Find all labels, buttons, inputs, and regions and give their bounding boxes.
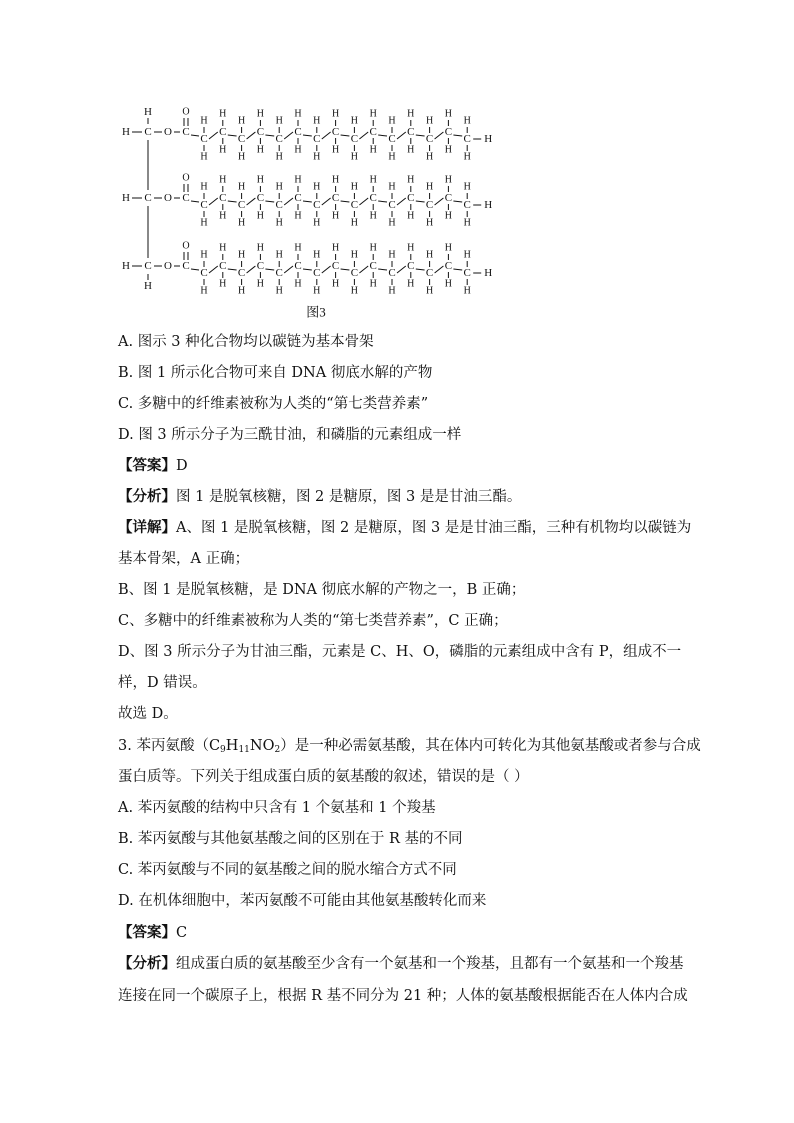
atom-h: H	[444, 242, 453, 254]
atom-o: O	[182, 172, 190, 184]
atom-c: C	[425, 199, 434, 211]
atom-h: H	[275, 151, 283, 163]
atom-c: C	[369, 260, 377, 272]
atom-h: H	[237, 181, 246, 193]
atom-h: H	[369, 242, 377, 254]
atom-c: C	[313, 199, 321, 211]
atom-h: H	[425, 115, 434, 127]
bond	[265, 269, 274, 270]
atom-h: H	[407, 174, 415, 186]
atom-h: H	[331, 144, 340, 156]
q3-h: H	[225, 738, 239, 754]
atom-h: H	[237, 217, 246, 229]
atom-h: H	[219, 210, 227, 222]
atom-h: H	[407, 278, 415, 290]
atom-c: C	[463, 133, 471, 145]
bond	[341, 135, 350, 136]
atom-h: H	[313, 217, 321, 229]
q2-answer-value: D	[176, 458, 188, 474]
atom-o: O	[182, 106, 190, 118]
q2-option-c: C. 多糖中的纤维素被称为人类的“第七类营养素”	[118, 396, 429, 412]
atom-c: C	[369, 192, 377, 204]
bond	[247, 266, 256, 273]
atom-c: C	[388, 133, 396, 145]
q2-answer-label: 【答案】	[118, 457, 176, 474]
atom-c: C	[444, 126, 453, 138]
bond	[322, 266, 331, 273]
atom-h: H	[425, 217, 434, 229]
q2-detail-line-5: D、图 3 所示分子为甘油三酯，元素是 C、H、O，磷脂的元素组成中含有 P，组成不一	[118, 644, 682, 660]
q2-detail-line-1	[118, 518, 691, 538]
atom-h: H	[294, 174, 302, 186]
bond	[453, 201, 462, 202]
atom-h: H	[444, 174, 453, 186]
q3-analysis-line-2: 连接在同一个碳原子上，根据 R 基不同分为 21 种；人体的氨基酸根据能否在人体内合成	[118, 988, 688, 1004]
bond	[247, 198, 256, 205]
atom-h: H	[369, 174, 377, 186]
atom-h: H	[144, 280, 152, 292]
atom-h: H	[388, 249, 396, 261]
bond	[209, 132, 218, 139]
atom-h: H	[200, 249, 208, 261]
atom-h: H	[237, 249, 246, 261]
structural-formula-svg	[118, 100, 518, 322]
bond	[397, 198, 406, 205]
atom-c: C	[407, 260, 415, 272]
bond	[209, 198, 218, 205]
atom-h: H	[331, 108, 340, 120]
q2-answer	[118, 456, 188, 476]
atom-o: O	[164, 192, 172, 204]
atom-h: H	[444, 144, 453, 156]
atom-c: C	[369, 126, 377, 138]
atom-o: O	[164, 126, 172, 138]
bond	[359, 266, 368, 273]
atom-c: C	[237, 133, 246, 145]
atom-h: H	[256, 242, 265, 254]
atom-h: H	[388, 115, 396, 127]
atom-h: H	[444, 210, 453, 222]
atom-h: H	[350, 181, 359, 193]
atom-c: C	[219, 192, 227, 204]
atom-h: H	[313, 285, 321, 297]
bond	[191, 201, 199, 202]
atom-c: C	[388, 199, 396, 211]
atom-c: C	[144, 126, 152, 138]
q2-detail-label: 【详解】	[118, 519, 176, 536]
atom-o: O	[182, 240, 190, 252]
atom-h: H	[388, 151, 396, 163]
q2-detail-text-1: A、图 1 是脱氧核糖，图 2 是糖原，图 3 是是甘油三酯，三种有机物均以碳链为	[176, 520, 692, 536]
atom-h: H	[331, 278, 340, 290]
atom-h: H	[350, 249, 359, 261]
atom-h: H	[350, 151, 359, 163]
atom-c: C	[219, 260, 227, 272]
bond	[341, 269, 350, 270]
atom-c: C	[313, 133, 321, 145]
q2-detail-line-4: C、多糖中的纤维素被称为人类的“第七类营养素”，C 正确；	[118, 613, 508, 629]
q2-analysis-label: 【分析】	[118, 488, 176, 505]
atom-c: C	[331, 260, 340, 272]
atom-c: C	[144, 260, 152, 272]
atom-c: C	[350, 199, 359, 211]
bond	[303, 201, 312, 202]
atom-h: H	[388, 181, 396, 193]
figure-caption: 图3	[306, 304, 326, 320]
q2-conclusion: 故选 D。	[118, 706, 178, 722]
bond	[284, 266, 293, 273]
atom-h: H	[219, 242, 227, 254]
bond	[359, 132, 368, 139]
atom-h: H	[256, 108, 265, 120]
atom-h: H	[388, 285, 396, 297]
q3-sub-9: 9	[220, 745, 226, 755]
q2-detail-line-2: 基本骨架，A 正确；	[118, 551, 250, 567]
atom-c: C	[444, 192, 453, 204]
atom-c: C	[256, 126, 265, 138]
atom-h: H	[425, 285, 434, 297]
atom-c: C	[407, 192, 415, 204]
q3-option-a: A. 苯丙氨酸的结构中只含有 1 个氨基和 1 个羧基	[118, 800, 436, 816]
atom-h: H	[294, 144, 302, 156]
atom-c: C	[200, 267, 208, 279]
bond	[191, 135, 199, 136]
atom-h: H	[425, 249, 434, 261]
atom-h: H	[444, 108, 453, 120]
bond	[416, 135, 425, 136]
bond	[435, 266, 444, 273]
atom-h: H	[463, 151, 471, 163]
atom-h: H	[275, 217, 283, 229]
atom-h: H	[256, 210, 265, 222]
atom-h: H	[331, 210, 340, 222]
bond	[303, 135, 312, 136]
bond	[435, 198, 444, 205]
q3-answer	[118, 923, 187, 943]
atom-c: C	[463, 199, 471, 211]
atom-h: H	[275, 115, 283, 127]
atom-h: H	[313, 151, 321, 163]
atom-h: H	[484, 199, 493, 211]
atom-c: C	[350, 267, 359, 279]
atom-h: H	[294, 278, 302, 290]
bond	[453, 135, 462, 136]
q3-stem-line-2: 蛋白质等。下列关于组成蛋白质的氨基酸的叙述，错误的是（ ）	[118, 769, 529, 785]
atom-h: H	[484, 133, 493, 145]
atom-h: H	[200, 115, 208, 127]
atom-c: C	[237, 267, 246, 279]
q3-answer-label: 【答案】	[118, 924, 176, 941]
atom-c: C	[331, 192, 340, 204]
atom-h: H	[463, 285, 471, 297]
atom-c: C	[388, 267, 396, 279]
atom-c: C	[425, 133, 434, 145]
atom-h: H	[237, 285, 246, 297]
atom-h: H	[200, 285, 208, 297]
q3-option-b: B. 苯丙氨酸与其他氨基酸之间的区别在于 R 基的不同	[118, 831, 463, 847]
q3-analysis-label: 【分析】	[118, 955, 176, 972]
bond	[397, 266, 406, 273]
atom-c: C	[294, 126, 302, 138]
atom-c: C	[313, 267, 321, 279]
atom-c: C	[294, 192, 302, 204]
atom-c: C	[256, 260, 265, 272]
q3-analysis-text-1: 组成蛋白质的氨基酸至少含有一个氨基和一个羧基，且都有一个氨基和一个羧基	[176, 956, 684, 972]
atom-h: H	[256, 278, 265, 290]
bond	[378, 269, 387, 270]
atom-c: C	[219, 126, 227, 138]
atom-h: H	[463, 115, 471, 127]
atom-h: H	[350, 217, 359, 229]
bond	[228, 201, 237, 202]
atom-h: H	[219, 278, 227, 290]
atom-h: H	[407, 242, 415, 254]
q2-detail-line-6: 样，D 错误。	[118, 675, 207, 691]
atom-h: H	[388, 217, 396, 229]
atom-h: H	[256, 144, 265, 156]
bond	[247, 132, 256, 139]
atom-h: H	[200, 151, 208, 163]
q2-option-d: D. 图 3 所示分子为三酰甘油，和磷脂的元素组成一样	[118, 427, 462, 443]
bond	[209, 266, 218, 273]
bond	[453, 269, 462, 270]
atom-h: H	[237, 151, 246, 163]
atom-h: H	[122, 260, 130, 272]
atom-h: H	[200, 217, 208, 229]
atom-h: H	[313, 115, 321, 127]
q3-stem-line-1	[118, 736, 701, 756]
atom-h: H	[444, 278, 453, 290]
atom-c: C	[350, 133, 359, 145]
atom-c: C	[200, 199, 208, 211]
atom-c: C	[182, 260, 190, 272]
atom-c: C	[294, 260, 302, 272]
q2-detail-line-3: B、图 1 是脱氧核糖，是 DNA 彻底水解的产物之一，B 正确；	[118, 582, 526, 598]
atom-h: H	[407, 108, 415, 120]
atom-c: C	[275, 199, 283, 211]
atom-c: C	[407, 126, 415, 138]
atom-c: C	[463, 267, 471, 279]
atom-h: H	[122, 126, 130, 138]
atom-c: C	[200, 133, 208, 145]
atom-h: H	[484, 267, 493, 279]
bond	[322, 198, 331, 205]
q3-analysis-line-1	[118, 954, 684, 974]
q3-sub-11: 11	[238, 745, 250, 755]
atom-h: H	[294, 210, 302, 222]
atom-h: H	[313, 249, 321, 261]
atom-h: H	[463, 249, 471, 261]
atom-o: O	[164, 260, 172, 272]
atom-h: H	[256, 174, 265, 186]
atom-c: C	[275, 267, 283, 279]
q3-option-c: C. 苯丙氨酸与不同的氨基酸之间的脱水缩合方式不同	[118, 862, 457, 878]
atom-c: C	[331, 126, 340, 138]
triglyceride-structure-figure	[118, 100, 518, 322]
bond	[284, 198, 293, 205]
bond	[322, 132, 331, 139]
atom-h: H	[407, 210, 415, 222]
atom-h: H	[331, 174, 340, 186]
bond	[378, 135, 387, 136]
atom-h: H	[219, 174, 227, 186]
atom-c: C	[144, 192, 152, 204]
bond	[284, 132, 293, 139]
bond	[303, 269, 312, 270]
atom-c: C	[182, 192, 190, 204]
q2-analysis	[118, 487, 521, 507]
atom-h: H	[463, 217, 471, 229]
atom-c: C	[256, 192, 265, 204]
q2-option-b: B. 图 1 所示化合物可来自 DNA 彻底水解的产物	[118, 365, 433, 381]
atom-h: H	[369, 278, 377, 290]
atom-h: H	[219, 144, 227, 156]
atom-c: C	[182, 126, 190, 138]
atom-c: C	[425, 267, 434, 279]
atom-h: H	[313, 181, 321, 193]
bond	[416, 269, 425, 270]
atom-h: H	[237, 115, 246, 127]
atom-h: H	[122, 192, 130, 204]
atom-h: H	[275, 285, 283, 297]
atom-h: H	[463, 181, 471, 193]
bond	[341, 201, 350, 202]
atom-h: H	[425, 181, 434, 193]
atom-h: H	[350, 285, 359, 297]
atom-c: C	[237, 199, 246, 211]
atom-h: H	[425, 151, 434, 163]
atom-h: H	[369, 144, 377, 156]
bond	[191, 269, 199, 270]
q3-sub-2: 2	[274, 745, 281, 755]
bond	[265, 135, 274, 136]
bond	[397, 132, 406, 139]
bond	[359, 198, 368, 205]
atom-h: H	[294, 108, 302, 120]
atom-h: H	[275, 249, 283, 261]
bond	[435, 132, 444, 139]
atom-h: H	[275, 181, 283, 193]
bond	[228, 269, 237, 270]
atom-h: H	[350, 115, 359, 127]
q3-answer-value: C	[176, 925, 188, 941]
atom-h: H	[219, 108, 227, 120]
atom-c: C	[275, 133, 283, 145]
q3-option-d: D. 在机体细胞中，苯丙氨酸不可能由其他氨基酸转化而来	[118, 893, 487, 909]
bond	[378, 201, 387, 202]
bond	[228, 135, 237, 136]
bond	[265, 201, 274, 202]
q2-analysis-text: 图 1 是脱氧核糖，图 2 是糖原，图 3 是是甘油三酯。	[176, 489, 522, 505]
atom-h: H	[331, 242, 340, 254]
q3-stem-suffix: ）是一种必需氨基酸，其在体内可转化为其他氨基酸或者参与合成	[280, 738, 701, 754]
atom-h: H	[369, 210, 377, 222]
atom-h: H	[294, 242, 302, 254]
q3-no: NO	[249, 738, 275, 754]
q2-option-a: A. 图示 3 种化合物均以碳链为基本骨架	[118, 334, 374, 350]
atom-h: H	[144, 106, 152, 118]
atom-c: C	[444, 260, 453, 272]
atom-h: H	[200, 181, 208, 193]
q3-stem-prefix: 3. 苯丙氨酸（C	[118, 738, 221, 754]
bond	[416, 201, 425, 202]
atom-h: H	[407, 144, 415, 156]
atom-h: H	[369, 108, 377, 120]
